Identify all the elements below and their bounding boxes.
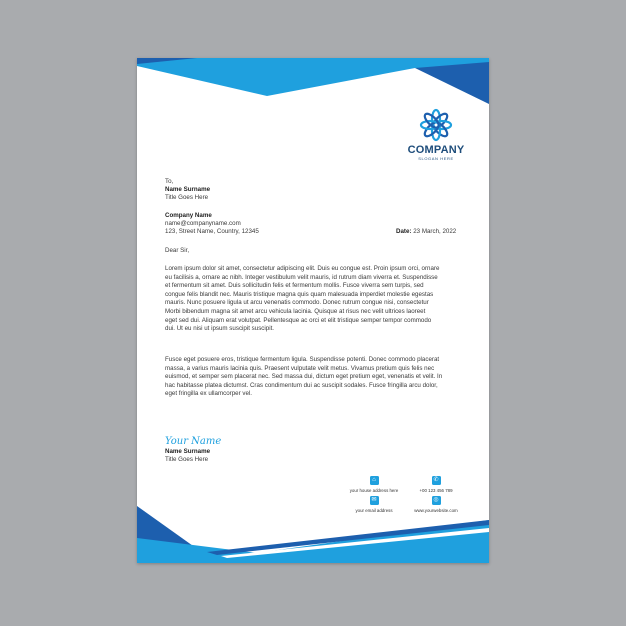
paragraph-line: Morbi bibendum magna sit amet arcu vehicula lacinia. Quisque at risus nec velit ultrices laoreet bbox=[165, 307, 426, 315]
company-slogan: SLOGAN HERE bbox=[418, 156, 454, 161]
body-paragraph-2 bbox=[165, 356, 465, 399]
contact-website-text: www.yourwebsite.com bbox=[414, 508, 458, 513]
paragraph-line: eget sed dui. Aliquam erat volutpat. Pellentesque ac orci et elit tristique semper tempor commodo bbox=[165, 316, 432, 324]
company-address: 123, Street Name, Country, 12345 bbox=[165, 228, 259, 235]
paragraph-line: Lorem ipsum dolor sit amet, consectetur adipiscing elit. Duis eu congue est. Proin ipsum orci, ornare bbox=[165, 265, 440, 272]
flower-logo-icon bbox=[418, 108, 454, 142]
paragraph-line: euismod, et semper sem placerat nec. Sed massa dui, dictum eget pretium eget, venenatis et velit. In bbox=[165, 373, 443, 381]
paragraph-line: massa, a varius mauris lacinia quis. Praesent vulputate velit metus. Vivamus pretium quis felis nec bbox=[165, 364, 435, 372]
globe-icon: ◎ bbox=[433, 497, 439, 503]
paragraph-line: eget fringilla ex ullamcorper vel. bbox=[165, 390, 253, 398]
signature-script: Your Name bbox=[165, 436, 222, 447]
letterhead-sheet bbox=[137, 58, 489, 563]
contact-phone bbox=[396, 476, 476, 493]
contact-website bbox=[396, 496, 476, 513]
company-wordmark: COMPANY bbox=[407, 144, 465, 156]
paragraph-line: mauris. Nunc posuere ligula ut arcu venenatis commodo. Donec rutrum congue nisi, consectetur bbox=[165, 299, 429, 307]
date-line bbox=[396, 228, 456, 236]
email-icon: ✉ bbox=[371, 497, 377, 503]
paragraph-line: Fusce eget posuere eros, tristique fermentum ligula. Suspendisse potenti. Donec commodo placerat bbox=[165, 356, 440, 363]
paragraph-line: congue felis blandit nec. Mauris tristique magna quis quam malesuada imperdiet molestie egestas bbox=[165, 290, 434, 298]
paragraph-line: et fermentum sit amet. Duis sollicitudin felis et fermentum mollis. Fusce viverra sem turpis, sed bbox=[165, 282, 424, 290]
signer-name: Name Surname bbox=[165, 448, 211, 455]
company-logo bbox=[405, 108, 467, 161]
body-paragraph-1 bbox=[165, 265, 465, 334]
signer-title: Title Goes Here bbox=[165, 456, 209, 463]
date-label: Date: bbox=[396, 228, 412, 235]
recipient-name: Name Surname bbox=[165, 186, 211, 193]
company-email: name@companyname.com bbox=[165, 220, 241, 227]
paragraph-line: hac habitasse platea dictumst. Cras condimentum dui ac suscipit sodales. Fusce fringilla arcu dolor, bbox=[165, 381, 438, 389]
recipient-title: Title Goes Here bbox=[165, 194, 209, 201]
company-name: Company Name bbox=[165, 212, 212, 219]
paragraph-line: dui. Ut eu nisi ut ipsum suscipit suscipit. bbox=[165, 325, 275, 333]
contact-email-text: your email address bbox=[355, 508, 393, 513]
home-icon: ⌂ bbox=[370, 476, 379, 485]
phone-icon: ✆ bbox=[433, 477, 439, 483]
salutation: Dear Sir, bbox=[165, 247, 190, 254]
date-value: 23 March, 2022 bbox=[413, 228, 457, 235]
to-label: To, bbox=[165, 178, 174, 185]
contact-phone-text: +00 123 456 789 bbox=[419, 488, 453, 493]
paragraph-line: eu facilisis a, ornare ac nibh. Integer vestibulum velit mauris, id rutrum diam viverra et. Suspendisse bbox=[165, 273, 438, 281]
header-dark-triangle bbox=[415, 62, 489, 104]
contact-address-text: your house address here bbox=[349, 488, 399, 493]
